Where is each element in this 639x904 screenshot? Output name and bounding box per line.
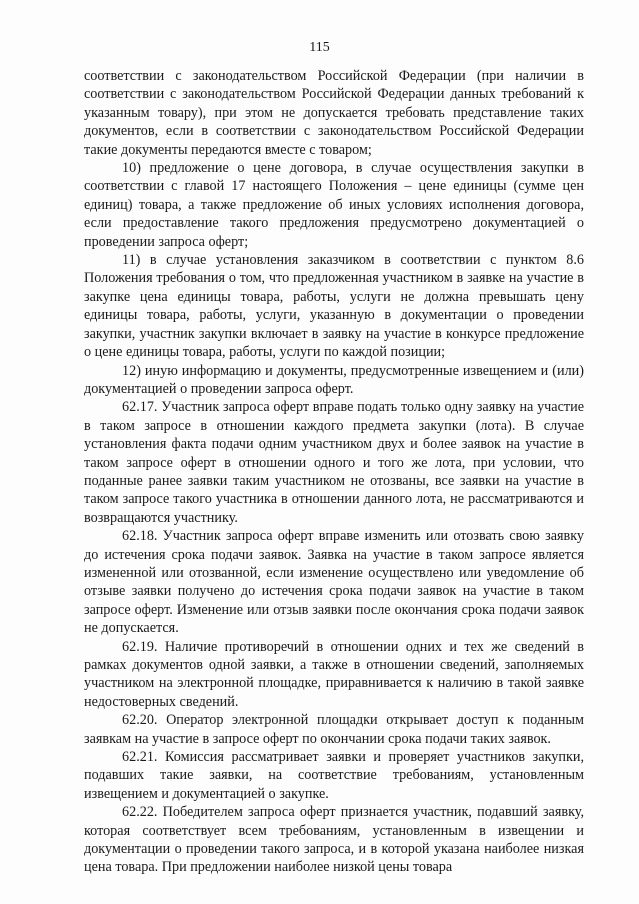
paragraph-item-10: 10) предложение о цене договора, в случае осуществления закупки в соответствии с главой 17 настоящего Положения – цене единицы (сумме цен единиц) товара, а также предложение об иных условиях исполнения договора, если предоставление такого предложения предусмотрено документацией о проведении запроса оферт; — [84, 160, 584, 250]
paragraph-62-20: 62.20. Оператор электронной площадки открывает доступ к поданным заявкам на участие в запросе оферт по окончании срока подачи таких заявок. — [84, 712, 584, 747]
page-number: 115 — [309, 40, 330, 55]
paragraph-62-21: 62.21. Комиссия рассматривает заявки и проверяет участников закупки, подавших такие заявки, на соответствие требованиям, установленным извещением и документацией о закупке. — [84, 749, 584, 802]
document-body — [84, 67, 584, 877]
paragraph-item-12: 12) иную информацию и документы, предусмотренные извещением и (или) документацией о проведении запроса оферт. — [84, 362, 584, 397]
paragraph-62-19: 62.19. Наличие противоречий в отношении одних и тех же сведений в рамках документов одной заявки, а также в отношении сведений, заполняемых участником на электронной площадке, приравнивается к наличию в такой заявке недостоверных сведений. — [84, 638, 584, 710]
paragraph-continuation: соответствии с законодательством Российской Федерации (при наличии в соответствии с законодательством Российской Федерации данных требований к указанным товару), при этом не допускается требовать представление таких документов, если в соответствии с законодательством Российской Федерации такие документы передаются вместе с товаром; — [84, 68, 584, 158]
paragraph-item-11: 11) в случае установления заказчиком в соответствии с пунктом 8.6 Положения требования о том, что предложенная участником в заявке на участие в закупке цена единицы товара, работы, услуги не должна превышать цену единицы товара, работы, услуги, указанную в документации о проведении закупки, участник закупки включает в заявку на участие в конкурсе предложение о цене единицы товара, работы, услуги по каждой позиции; — [84, 252, 584, 361]
paragraph-62-17: 62.17. Участник запроса оферт вправе подать только одну заявку на участие в таком запросе в отношении каждого предмета закупки (лота). В случае установления факта подачи одним участником двух и более заявок на участие в таком запросе оферт в отношении одного и того же лота, при условии, что поданные ранее заявки таким участником не отозваны, все заявки на участие в таком запросе такого участника в отношении данного лота, не рассматриваются и возвращаются участнику. — [84, 399, 584, 526]
paragraph-62-18: 62.18. Участник запроса оферт вправе изменить или отозвать свою заявку до истечения срока подачи заявок. Заявка на участие в таком запросе является измененной или отозванной, если изменение осуществлено или уведомление об отзыве заявки получено до истечения срока подачи заявок на участие в таком запросе оферт. Изменение или отзыв заявки после окончания срока подачи заявок не допускается. — [84, 528, 584, 637]
paragraph-62-22: 62.22. Победителем запроса оферт признается участник, подавший заявку, которая соответствует всем требованиям, установленным в извещении и документации о проведении такого запроса, и в которой указана наиболее низкая цена товара. При предложении наиболее низкой цены товара — [84, 804, 584, 876]
